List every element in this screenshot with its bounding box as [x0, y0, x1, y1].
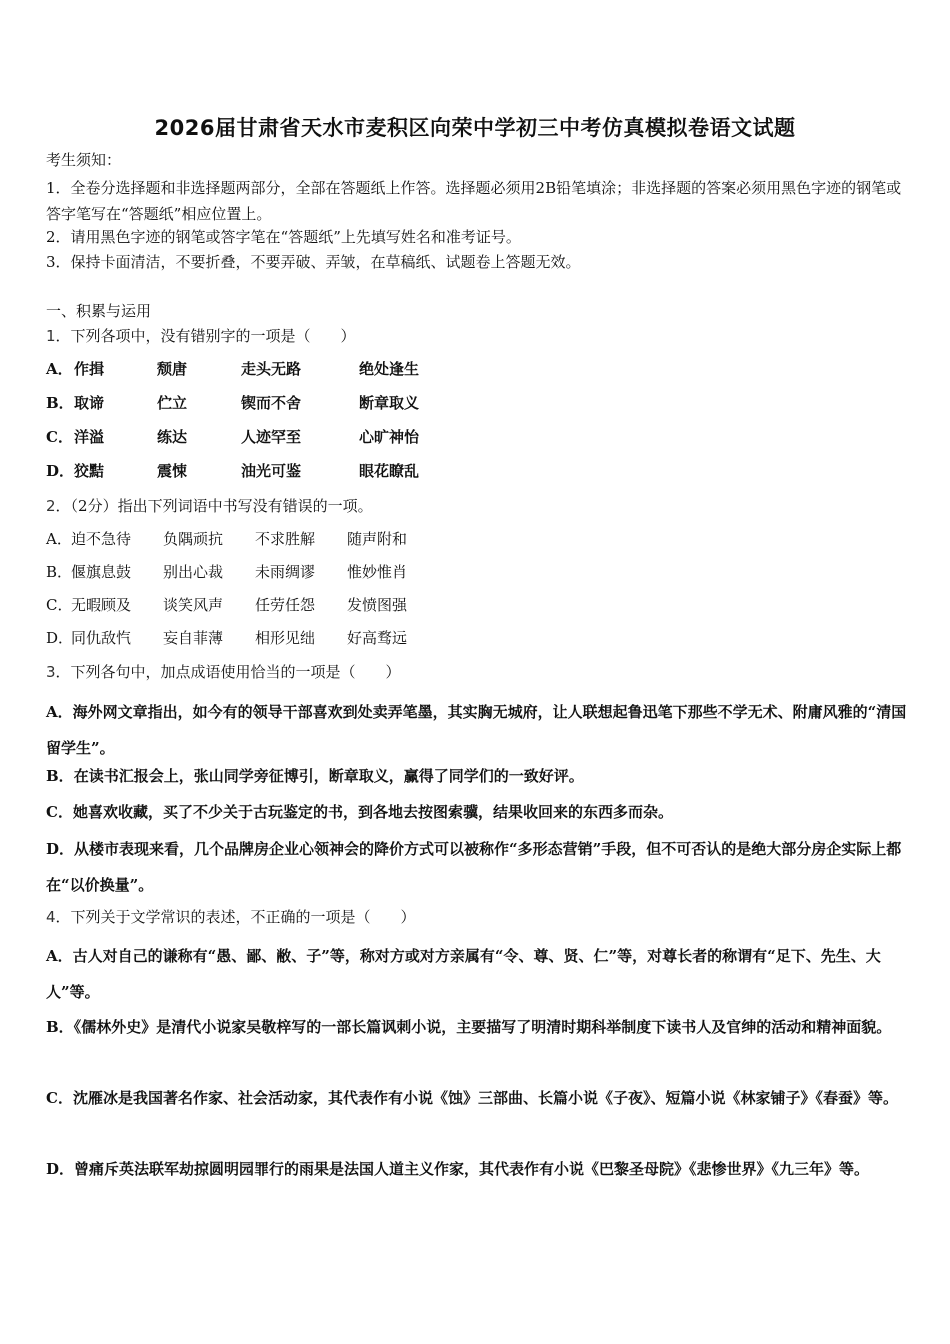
notice-heading: 考生须知：: [46, 151, 122, 169]
q2-option-c: [46, 595, 407, 615]
option-label: B．: [46, 563, 73, 581]
option-text: 从楼市表现来看，几个品牌房企业心领神会的降价方式可以被称作“多形态营销”手段，但不可否认的是绝大部分房企实际上都在“以价换量”。: [46, 840, 902, 894]
question-number: 4: [46, 908, 56, 926]
option-word: 随声附和: [347, 530, 408, 548]
option-word: 断章取义: [359, 394, 420, 412]
q1-option-d: [46, 461, 419, 481]
option-label: B．: [46, 767, 74, 785]
question-number: 1: [46, 327, 56, 345]
option-text: 古人对自己的谦称有“愚、鄙、敝、子”等，称对方或对方亲属有“令、尊、贤、仁”等，对尊长者的称谓有“足下、先生、大人”等。: [46, 947, 881, 1001]
option-label: D．: [46, 462, 75, 480]
option-label: B．: [46, 394, 74, 412]
q2-option-a: [46, 529, 407, 549]
option-word: 同仇敌忾: [71, 629, 132, 647]
option-word: 不求胜解: [255, 530, 316, 548]
question-4-stem: [46, 907, 416, 927]
question-text: ．下列各项中，没有错别字的一项是（ ）: [55, 327, 356, 345]
q1-option-a: [46, 359, 419, 379]
option-word: 走头无路: [241, 360, 302, 378]
q3-option-a: [46, 694, 908, 766]
q4-option-d: [46, 1151, 908, 1187]
option-label: C．: [46, 803, 73, 821]
option-label: D．: [46, 1160, 75, 1178]
option-text: 《儒林外史》是清代小说家吴敬梓写的一部长篇讽刺小说，主要描写了明清时期科举制度下读书人及官绅的活动和精神面貌。: [73, 1018, 892, 1036]
option-text: 沈雁冰是我国著名作家、社会活动家，其代表作有小说《蚀》三部曲、长篇小说《子夜》、短篇小说《林家铺子》《春蚕》等。: [72, 1089, 898, 1107]
option-word: 无暇顾及: [71, 596, 132, 614]
option-word: 狡黠: [74, 462, 105, 480]
notice-item-3: 3．保持卡面清洁，不要折叠，不要弄破、弄皱，在草稿纸、试题卷上答题无效。: [46, 253, 581, 271]
q3-option-d: [46, 831, 908, 903]
option-label: B．: [46, 1018, 74, 1036]
q1-option-c: [46, 427, 419, 447]
option-word: 谈笑风声: [163, 596, 224, 614]
option-word: 油光可鉴: [241, 462, 302, 480]
option-word: 发愤图强: [347, 596, 408, 614]
q3-option-b: [46, 766, 584, 786]
q2-option-b: [46, 562, 407, 582]
question-text: ．下列各句中，加点成语使用恰当的一项是（ ）: [55, 663, 401, 681]
q4-option-b: [46, 1009, 908, 1045]
option-label: D．: [46, 840, 75, 858]
option-word: 作揖: [74, 360, 105, 378]
option-word: 妄自菲薄: [163, 629, 224, 647]
option-label: A．: [46, 703, 73, 721]
option-word: 锲而不舍: [241, 394, 302, 412]
question-1-stem: [46, 326, 356, 346]
option-text: 在读书汇报会上，张山同学旁征博引，断章取义，赢得了同学们的一致好评。: [73, 767, 584, 785]
section-heading: 一、积累与运用: [46, 302, 152, 320]
option-label: A．: [46, 360, 73, 378]
option-word: 眼花瞭乱: [359, 462, 420, 480]
option-label: C．: [46, 596, 73, 614]
option-word: 别出心裁: [163, 563, 224, 581]
q3-option-c: [46, 802, 673, 822]
option-word: 颓唐: [157, 360, 188, 378]
notice-item-1: 1．全卷分选择题和非选择题两部分，全部在答题纸上作答。选择题必须用2B铅笔填涂；非选择题的答案必须用黑色字迹的钢笔或答字笔写在“答题纸”相应位置上。: [46, 179, 902, 223]
option-word: 惟妙惟肖: [347, 563, 408, 581]
option-word: 伫立: [157, 394, 188, 412]
question-text: ．下列关于文学常识的表述，不正确的一项是（ ）: [55, 908, 416, 926]
option-label: C．: [46, 1089, 73, 1107]
q4-option-a: [46, 938, 908, 1010]
option-text: 曾痛斥英法联军劫掠圆明园罪行的雨果是法国人道主义作家，其代表作有小说《巴黎圣母院》《悲惨世界》《九三年》等。: [74, 1160, 870, 1178]
option-word: 相形见绌: [255, 629, 316, 647]
option-word: 偃旗息鼓: [71, 563, 132, 581]
option-word: 取谛: [74, 394, 105, 412]
question-3-stem: [46, 662, 401, 682]
q2-option-d: [46, 628, 407, 648]
q4-option-c: [46, 1080, 908, 1116]
option-label: A．: [46, 530, 72, 548]
option-text: 她喜欢收藏，买了不少关于古玩鉴定的书，到各地去按图索骥，结果收回来的东西多而杂。: [72, 803, 673, 821]
option-label: A．: [46, 947, 73, 965]
option-word: 绝处逢生: [359, 360, 420, 378]
option-word: 人迹罕至: [241, 428, 302, 446]
question-text: ．（2分）指出下列词语中书写没有错误的一项。: [55, 497, 373, 515]
option-word: 好高骛远: [347, 629, 408, 647]
option-label: C．: [46, 428, 73, 446]
question-number: 3: [46, 663, 56, 681]
option-word: 练达: [157, 428, 188, 446]
option-word: 洋溢: [74, 428, 105, 446]
option-word: 负隅顽抗: [163, 530, 224, 548]
option-word: 震悚: [157, 462, 188, 480]
option-word: 心旷神怡: [359, 428, 420, 446]
option-word: 迫不急待: [71, 530, 132, 548]
option-text: 海外网文章指出，如今有的领导干部喜欢到处卖弄笔墨，其实胸无城府，让人联想起鲁迅笔下那些不学无术、附庸风雅的“清国留学生”。: [46, 703, 907, 757]
notice-item-2: 2．请用黑色字迹的钢笔或答字笔在“答题纸”上先填写姓名和准考证号。: [46, 228, 521, 246]
question-number: 2: [46, 497, 56, 515]
option-label: D．: [46, 629, 74, 647]
option-word: 任劳任怨: [255, 596, 316, 614]
page-title: 2026届甘肃省天水市麦积区向荣中学初三中考仿真模拟卷语文试题: [154, 116, 796, 140]
question-2-stem: [46, 496, 373, 516]
option-word: 未雨绸谬: [255, 563, 316, 581]
q1-option-b: [46, 393, 419, 413]
